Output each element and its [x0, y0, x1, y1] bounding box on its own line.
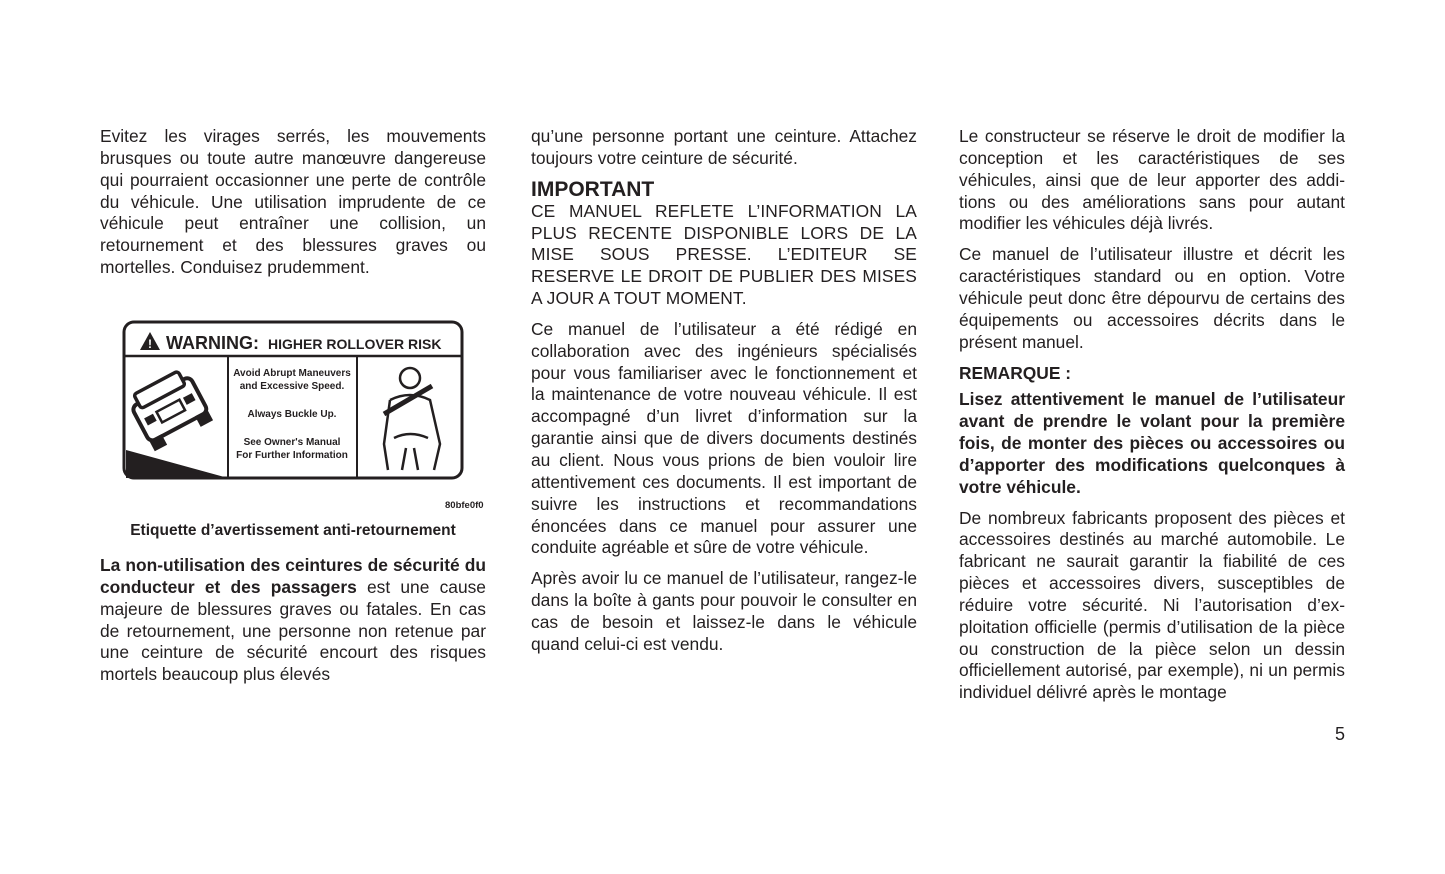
page-number: 5 [1334, 724, 1345, 744]
label-line-1: Avoid Abrupt Maneuvers [233, 368, 351, 379]
warning-rest: HIGHER ROLLOVER RISK [268, 336, 442, 352]
manual-paragraph: Ce manuel de l’utilisateur a été rédigé en collaboration avec des ingénieurs spécialisés pour vous familiariser avec le fonctionnement et la maintenance de votre nouveau véhicule. Il est accompagné d’un livret d’information sur la garantie ainsi que de divers documents destinés au client. Nous vous prions de bien vouloir lire attentivement ces documents. Il est important de suivre les instructions et recommandations énoncées dans ce manuel pour assurer une conduite agréable et sûre de votre véhicule. [531, 318, 917, 558]
remarque-heading: REMARQUE : [959, 363, 1072, 384]
storage-paragraph: Après avoir lu ce manuel de l’utilisateur, rangez-le dans la boîte à gants pour pouvoir le consulter en cas de besoin et laissez-le dans le véhicule quand celui-ci est vendu. [531, 568, 917, 654]
accessories-paragraph: De nombreux fabricants proposent des pièces et accessoires destinés au marché automobile. Le fabricant ne saurait garantir la fiabilité de ces pièces et accessoires divers, susceptibles de réduire votre sécurité. Ni l’autorisation d’exploitation officielle (permis d’utilisation de la pièce ou construction de la pièce selon un dessin officiellement autorisé, par exemple), ni un permis individuel délivré après le montage [959, 507, 1345, 703]
label-line-2: and Excessive Speed. [239, 381, 345, 392]
seatbelt-text: est une cause majeure de blessures graves ou fatales. En cas de retournement, une personne non retenue par une ceinture de sécurité encourt des risques mortels beaucoup plus élevés [100, 576, 486, 685]
buckle-paragraph: qu’une personne portant une ceinture. Attachez toujours votre ceinture de sécurité. [531, 126, 917, 168]
label-instructions [233, 368, 351, 461]
label-header [166, 333, 441, 353]
figure-caption: Etiquette d’avertissement anti-retournement [130, 522, 456, 539]
svg-text:!: ! [148, 337, 152, 351]
column-right [959, 126, 1345, 704]
intro-paragraph: Evitez les virages serrés, les mouvements brusques ou toute autre manœuvre dangereuse qui pourraient occasionner une perte de contrôle du véhicule. Une utilisation imprudente de ce véhicule peut entraîner une collision, un retournement et des blessures graves ou mortelles. Conduisez prudemment. [100, 126, 486, 278]
figure-code: 80bfe0f0 [445, 500, 484, 511]
seatbelt-paragraph-container [100, 555, 486, 686]
rollover-warning-label [122, 320, 464, 480]
seatbelt-bold-text: La non-utilisation des ceintures de sécurité du conducteur et des passagers [100, 555, 486, 597]
warning-word: WARNING: [166, 333, 259, 353]
manufacturer-paragraph: Le constructeur se réserve le droit de modifier la conception et les caractéristiques de ses véhicules, ainsi que de leur apporter des additions ou des améliorations sans pour autant modifier les véhicules déjà livrés. [959, 126, 1345, 234]
label-line-4: See Owner's Manual [243, 437, 341, 448]
features-paragraph: Ce manuel de l’utilisateur illustre et décrit les caractéristiques standard ou en option. Votre véhicule peut donc être dépourvu de certains des équipements ou accessoires décrits dans le présent manuel. [959, 244, 1345, 352]
important-heading: IMPORTANT [531, 177, 655, 201]
important-text: CE MANUEL REFLETE L’INFORMATION LA PLUS RECENTE DISPONIBLE LORS DE LA MISE SOUS PRESSE. L’EDITEUR SE RESERVE LE DROIT DE PUBLIER DES MISES A JOUR A TOUT MOMENT. [531, 200, 917, 309]
label-line-3: Always Buckle Up. [247, 409, 337, 420]
column-middle [531, 126, 917, 656]
remarque-text: Lisez attentivement le manuel de l’utilisateur avant de prendre le volant pour la première fois, de monter des pièces ou accessoires ou d’apporter des modifications quelconques à votre véhicule. [959, 389, 1345, 497]
seatbelt-paragraph [100, 555, 486, 686]
label-line-5: For Further Information [236, 450, 348, 461]
column-left [100, 126, 486, 279]
